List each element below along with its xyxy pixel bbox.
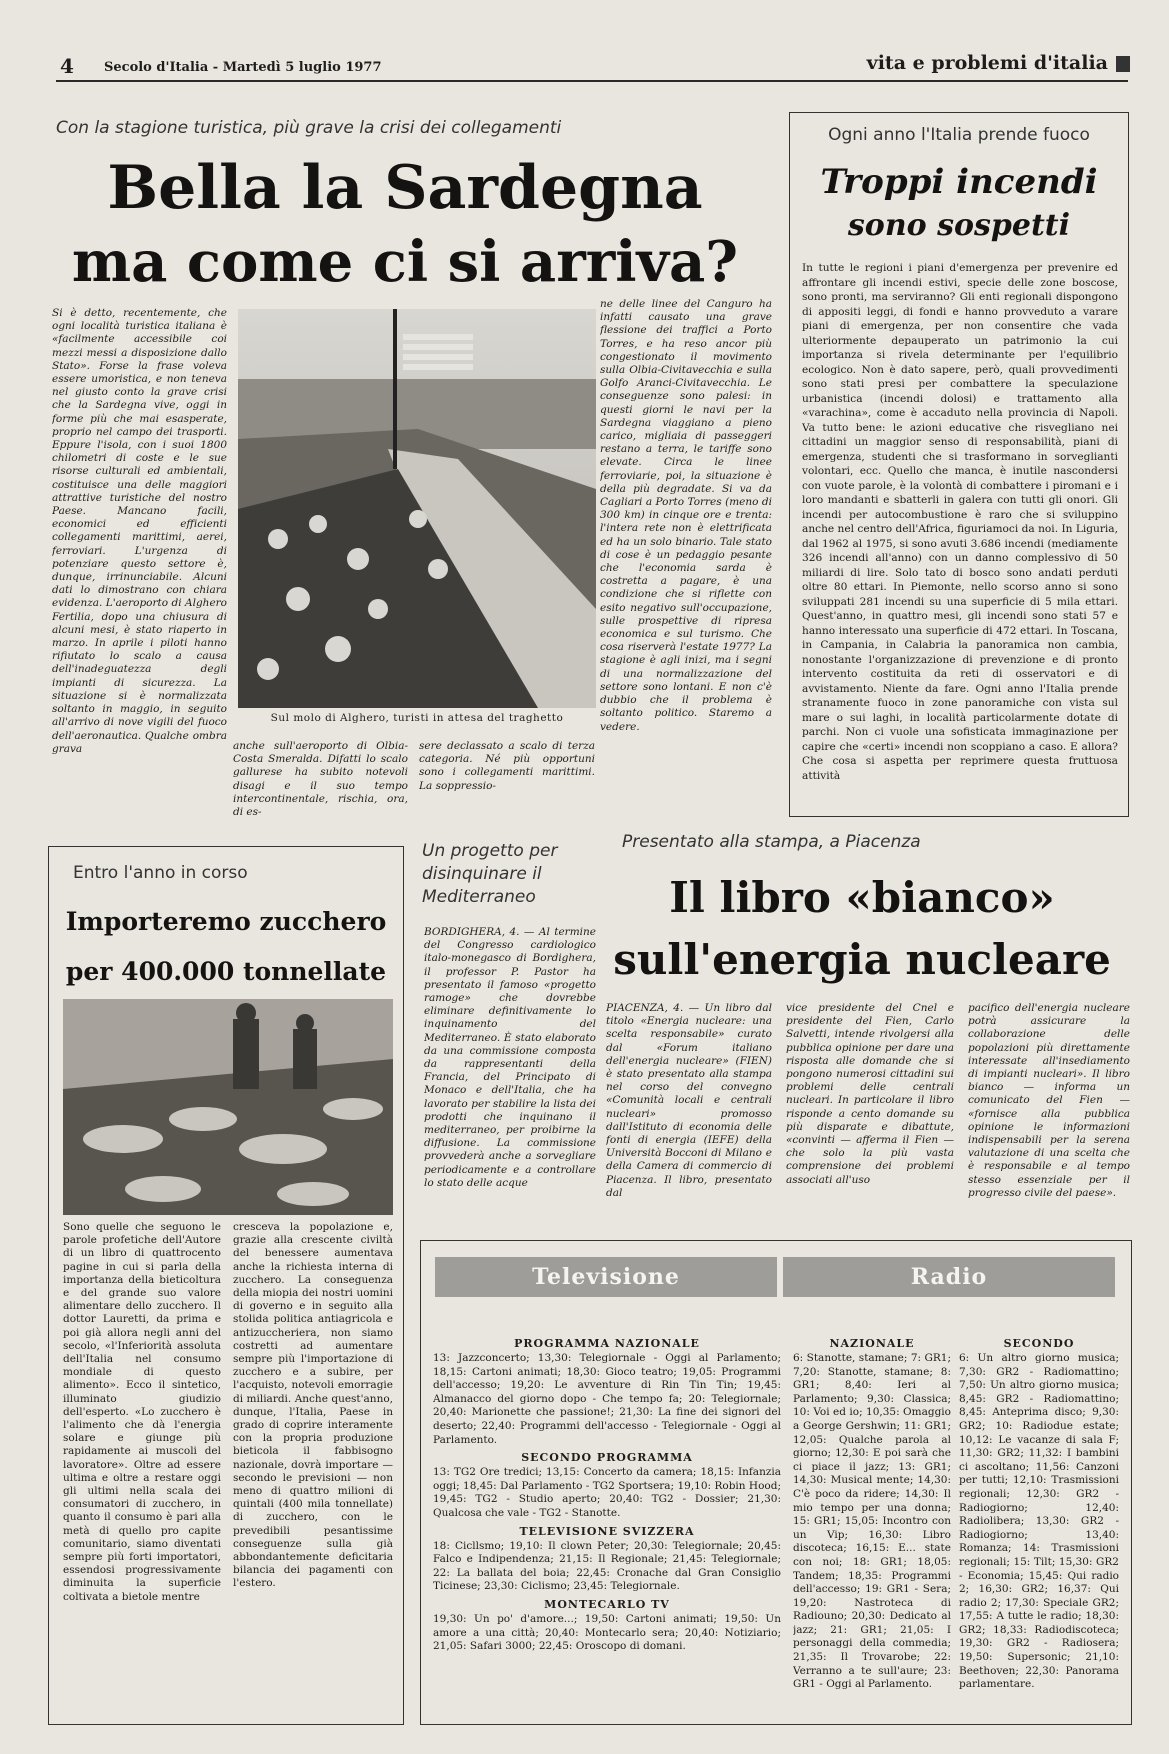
radio-secondo-heading: SECONDO [1003, 1337, 1075, 1350]
incendi-headline-2: sono sospetti [847, 208, 1071, 243]
section-title: vita e problemi d'italia [866, 52, 1108, 74]
paper-date: Secolo d'Italia - Martedì 5 luglio 1977 [104, 60, 382, 75]
mediterraneo-body: BORDIGHERA, 4. — Al termine del Congresso cardiologico italo-monegasco di Bordighera, il professor P. Pastor ha presentato il famoso «progetto ramoge» che dovrebbe eliminare definitivamente lo inquinamento del Mediterraneo. È stato elaborato da una commissione composta da rappresentanti della Francia, del Principato di Monaco e dell'Italia, che ha lavorato per stabilire la lista dei prodotti che inquinano il mediterraneo, per proibirne la diffusione. La commissione provvederà anche a sorvegliare periodicamente e a controllare lo stato delle acque [424, 926, 596, 1189]
tv-svizzera-listing: 18: Cicllsmo; 19,10: Il clown Peter; 20,30: Telegiornale; 20,45: Falco e Indipendenza; 21,15: Il Regionale; 21,45: Telegiornale; 22: La ballata del boia; 22,45: Cronache dal Gran Consiglio Ticinese; 23,30: Ciclismo; 23,45: Telegiornale. [433, 1539, 781, 1593]
tv-svizzera-heading: TELEVISIONE SVIZZERA [519, 1524, 695, 1538]
incendi-box [789, 112, 1129, 817]
sardegna-column-1: Si è detto, recentemente, che ogni località turistica italiana è «facilmente accessibile coi mezzi messi a disposizione dallo Stato». Forse la frase voleva essere umoristica, e non teneva nel giusto conto la grave crisi che la Sardegna vive, oggi in forme più che mai esasperate, proprio nel campo dei trasporti. Eppure l'isola, con i suoi 1800 chilometri di coste e le sue risorse culturali ed ambientali, costituisce una delle maggiori attrattive turistiche del nostro Paese. Mancano facili, economici ed efficienti collegamenti marittimi, aerei, ferroviari. L'urgenza di potenziare questo settore è, dunque, irrinunciabile. Alcuni dati lo dimostrano con chiara evidenza. L'aeroporto di Alghero Fertilia, dopo una chiusura di alcuni mesi, è stato riaperto in marzo. In aprile i piloti hanno rifiutato lo scalo a causa dell'inadeguatezza degli impianti di sicurezza. La situazione si è normalizzata soltanto in maggio, in seguito all'arrivo di nove vigili del fuoco dell'aeronautica. Qualche ombra grava [52, 307, 227, 755]
televisione-listings [433, 1333, 781, 1717]
page-number: 4 [60, 54, 74, 78]
zucchero-column-1: Sono quelle che seguono le parole profetiche dell'Autore di un libro di quattrocento pagine in cui si parla della importanza della bieticoltura e del grande suo valore alimentare dello zucchero. Il dottor Lauretti, da prima e poi già allora negli anni del secolo, «l'Inferiorità assoluta dell'Italia nel consumo mondiale di questo alimento». Ecco il sintetico, illuminato giudizio dell'esperto. «Lo zucchero è l'alimento che dà l'energia solare e giunge più rapidamente ai muscoli del lavoratore». Oltre ad essere ultima e oltre a restare oggi gli ultimi nella scala dei consumatori di zucchero, in quanto il consumo è pari alla metà di quello pro capite comunitario, siamo diventati sempre più forti importatori, essendosi progressivamente diminuita la superficie coltivata a bietole mentre [63, 1221, 221, 1603]
sardegna-column-3: sere declassato a scalo di terza categoria. Né più opportuni sono i collegamenti marittimi. La soppressio- [419, 740, 595, 792]
incendi-kicker: Ogni anno l'Italia prende fuoco [828, 125, 1090, 145]
sardegna-column-4: ne delle linee del Canguro ha infatti causato una grave flessione dei traffici a Porto Torres, e ha reso ancor più congestionato il movimento sulla Olbia-Civitavecchia e sulla Golfo Aranci-Civitavecchia. Le conseguenze sono palesi: in questi giorni le navi per la Sardegna viaggiano a pieno carico, migliaia di passeggeri restano a terra, le tariffe sono elevate. Circa le linee ferroviarie, poi, la situazione è della più degradate. Si va da Cagliari a Porto Torres (meno di 300 km) in cinque ore e trenta: l'intera rete non è elettrificata ed ha un solo binario. Tale stato di cose è un pedaggio pesante che l'economia sarda è costretta a pagare, è una condizione che si riflette con esito negativo sull'occupazione, sulle prospettive di ripresa economica e sul turismo. Che cosa riserverà l'estate 1977? La stagione è agli inizi, ma i segni di una normalizzazione del settore sono lontani. E non c'è dubbio che il problema è soltanto politico. Staremo a vedere. [600, 298, 772, 733]
zucchero-headline-1: Importeremo zucchero [65, 907, 387, 936]
nucleare-column-2: vice presidente del Cnel e presidente del Fien, Carlo Salvetti, intende rivolgersi alla pubblica opinione per dare una risposta alle domande che si pongono numerosi cittadini sui problemi delle centrali nucleari. In particolare il libro risponde a cento domande su più disparate e dibattute, «convinti — afferma il Fien — che solo la più vasta comprensione dei problemi associati all'uso [786, 1002, 954, 1186]
televisione-banner: Televisione [435, 1257, 777, 1297]
zucchero-kicker: Entro l'anno in corso [73, 863, 248, 883]
nucleare-column-1: PIACENZA, 4. — Un libro dal titolo «Energia nucleare: una scelta responsabile» curato dal «Forum italiano dell'energia nucleare» (FIEN) è stato presentato alla stampa nel corso del convegno «Comunità locali e centrali nucleari» promosso dall'Istituto di economia delle fonti di energia (IEFE) della Università Bocconi di Milano e della Camera di commercio di Piacenza. Il libro, presentato dal [606, 1002, 772, 1199]
tv-secondo-heading: SECONDO PROGRAMMA [521, 1451, 693, 1465]
tv-nazionale-listing: 13: Jazzconcerto; 13,30: Telegiornale - Oggi al Parlamento; 18,15: Cartoni animati; 18,30: Gioco teatro; 19,05: Programmi dell'accesso; 19,20: Le avventure di Rin Tin Tin; 19,45: Almanacco del giorno dopo - Che tempo fa; 20: Telegiornale; 20,40: Marionette che passione!; 21,30: La fine dei signori del deserto; 22,40: Programmi dell'accesso - Telegiornale - Oggi al Parlamento. [433, 1352, 781, 1446]
zucchero-photo [63, 999, 393, 1215]
radio-nazionale [793, 1333, 951, 1717]
zucchero-box [48, 846, 404, 1725]
radio-nazionale-heading: NAZIONALE [829, 1337, 915, 1350]
incendi-headline-1: Troppi incendi [820, 162, 1098, 202]
radio-secondo [959, 1333, 1119, 1717]
tv-montecarlo-heading: MONTECARLO TV [544, 1597, 670, 1611]
nucleare-headline-2: sull'energia nucleare [613, 935, 1111, 984]
section-logo-icon [1116, 56, 1130, 72]
listings-box [420, 1240, 1132, 1725]
sardegna-headline-1: Bella la Sardegna [107, 153, 703, 223]
sardegna-photo [238, 309, 596, 708]
masthead-rule [56, 80, 1128, 82]
radio-nazionale-listing: 6: Stanotte, stamane; 7: GR1; 7,20: Stanotte, stamane; 8: GR1; 8,40: Ieri al Parlamento; 9,30: Classica; 10: Voi ed io; 10,35: Omaggio a George Gershwin; 11: GR1; 12,05: Qualche parola al giorno; 12,30: E poi sarà che ci piace il jazz; 13: GR1; 14,30: Musical mente; 14,30: C'è poco da ridere; 14,30: Il mio tempo per una donna; 15: GR1; 15,05: Incontro con un Vip; 16,30: Libro discoteca; 16,15: E... state con noi; 18: GR1; 18,05: Tandem; 18,35: Programmi dell'accesso; 19: GR1 - Sera; 19,20: Nastroteca di Radiouno; 20,30: Dedicato al jazz; 21: GR1; 21,05: I personaggi della commedia; 21,35: Il Trovarobe; 22: Verranno a te sull'aure; 23: GR1 - Oggi al Parlamento. [793, 1352, 951, 1691]
nucleare-headline-1: Il libro «bianco» [669, 873, 1055, 922]
sardegna-headline-2: ma come ci si arriva? [71, 229, 739, 295]
incendi-body: In tutte le regioni i piani d'emergenza per prevenire ed affrontare gli incendi estivi, specie delle zone boscose, sono pronti, ma serviranno? Gli enti regionali dispongono di appositi leggi, di fondi e hanno provveduto a varare piani di emergenza, per non consentire che vada ulteriormente depauperato un patrimonio la cui importanza si rivela determinante per l'equilibrio ecologico. Non è dato sapere, però, quali provvedimenti sono stati presi per combattere la speculazione urbanistica (incendi dolosi) e trattamento alla «varachina», come è accaduto nella provincia di Napoli. Va tutto bene: le azioni educative che risvegliano nei cittadini un maggior senso di responsabilità, piani di emergenza, studenti che si trasformano in sorveglianti volontari, ecc. Quello che manca, è inutile nascondersi con vuote parole, è la volontà di combattere i piromani e i loro mandanti e sbatterli in galera con tutti gli onori. Gli incendi per autocombustione è raro che si sviluppino anche nel centro dell'Africa, figuriamoci da noi. In Liguria, dal 1962 al 1975, si sono avuti 3.686 incendi (mediamente 326 incendi all'anno) con un danno complessivo di 50 miliardi di lire. Solo tato di bosco sono andati perduti oltre 80 ettari. In Piemonte, nello scorso anno si sono sviluppati 281 incendi su una superficie di 5 mila ettari. Quest'anno, in quattro mesi, gli incendi sono stati 57 e hanno interessato una superficie di 472 ettari. In Toscana, in Campania, in Calabria la panoramica non cambia, nonostante l'organizzazione di prevenzione e di pronto intervento costituita da reti di osservatori e di avvistamento. Niente da fare. Ogni anno l'Italia prende stranamente fuoco in zone panoramiche con vista sul mare o sui laghi, in località particolarmente dotate di parchi. Non ci vuole una sofisticata immaginazione per capire che «certi» incendi non scoppiano a caso. E allora? Che cosa si aspetta per reprimere questa fruttuosa attività [802, 262, 1118, 782]
radio-secondo-listing: 6: Un altro giorno musica; 7,30: GR2 - Radiomattino; 7,50: Un altro giorno musica; 8,45: GR2 - Radiomattino; 8,45: Anteprima disco; 9,30: GR2; 10: Radiodue estate; 10,12: Le vacanze di sala F; 11,30: GR2; 11,32: I bambini ci ascoltano; 11,56: Canzoni per tutti; 12,10: Trasmissioni regionali; 12,30: GR2 - Radiogiorno; 12,40: Radiolibera; 13,30: GR2 - Radiogiorno; 13,40: Romanza; 14: Trasmissioni regionali; 15: Tilt; 15,30: GR2 - Economia; 15,45: Qui radio 2; 16,30: GR2; 16,37: Qui radio 2; 17,30: Speciale GR2; 17,55: A tutte le radio; 18,30: GR2; 18,33: Radiodiscoteca; 19,30: GR2 - Radiosera; 19,50: Supersonic; 21,10: Beethoven; 22,30: Panorama parlamentare. [959, 1352, 1119, 1691]
radio-banner: Radio [783, 1257, 1115, 1297]
masthead [60, 52, 1130, 82]
nucleare-column-3: pacifico dell'energia nucleare potrà assicurare la collaborazione delle popolazioni più direttamente interessate all'insediamento di impianti nucleari». Il libro bianco — informa un comunicato del Fien — «fornisce alla pubblica opinione le informazioni indispensabili per la serena valutazione di una scelta che è responsabile e al tempo stesso essenziale per il progresso civile del paese». [968, 1002, 1130, 1199]
sardegna-column-2: anche sull'aeroporto di Olbia-Costa Smeralda. Difatti lo scalo gallurese ha subito notevoli disagi e il suo tempo intercontinentale, rischia, ora, di es- [233, 740, 408, 819]
sardegna-kicker: Con la stagione turistica, più grave la crisi dei collegamenti [56, 118, 562, 138]
zucchero-headline-2: per 400.000 tonnellate [65, 957, 387, 986]
tv-nazionale-heading: PROGRAMMA NAZIONALE [514, 1337, 700, 1350]
mediterraneo-kicker: Un progetto per disinquinare il Mediterraneo [422, 841, 558, 907]
tv-montecarlo-listing: 19,30: Un po' d'amore...; 19,50: Cartoni animati; 19,50: Un amore a una città; 20,40: Montecarlo sera; 20,40: Notiziario; 21,05: Safari 3000; 22,45: Oroscopo di domani. [433, 1612, 781, 1653]
tv-secondo-listing: 13: TG2 Ore tredici; 13,15: Concerto da camera; 18,15: Infanzia oggi; 18,45: Dal Parlamento - TG2 Sportsera; 19,10: Robin Hood; 19,45: TG2 - Studio aperto; 20,40: TG2 - Dossier; 21,30: Qualcosa che vale - TG2 - Stanotte. [433, 1466, 781, 1519]
zucchero-column-2: cresceva la popolazione e, grazie alla crescente civiltà del benessere aumentava anche la richiesta interna di zucchero. La conseguenza della miopia dei nostri uomini di governo e in seguito alla stolida politica antiagricola e antizuccheriera, non siamo costretti ad aumentare sempre più l'importazione di zucchero e a subire, per l'acquisto, notevoli emorragie di miliardi. Anche quest'anno, dunque, l'Italia, Paese in grado di coprire interamente con la propria produzione bieticola il fabbisogno nazionale, dovrà importare — secondo le previsioni — non meno di quattro milioni di quintali (400 mila tonnellate) di zucchero, con le prevedibili pesantissime conseguenze sulla già abbondantemente deficitaria bilancia dei pagamenti con l'estero. [233, 1221, 393, 1590]
sardegna-photo-caption: Sul molo di Alghero, turisti in attesa del traghetto [270, 712, 564, 724]
nucleare-kicker: Presentato alla stampa, a Piacenza [622, 832, 921, 852]
